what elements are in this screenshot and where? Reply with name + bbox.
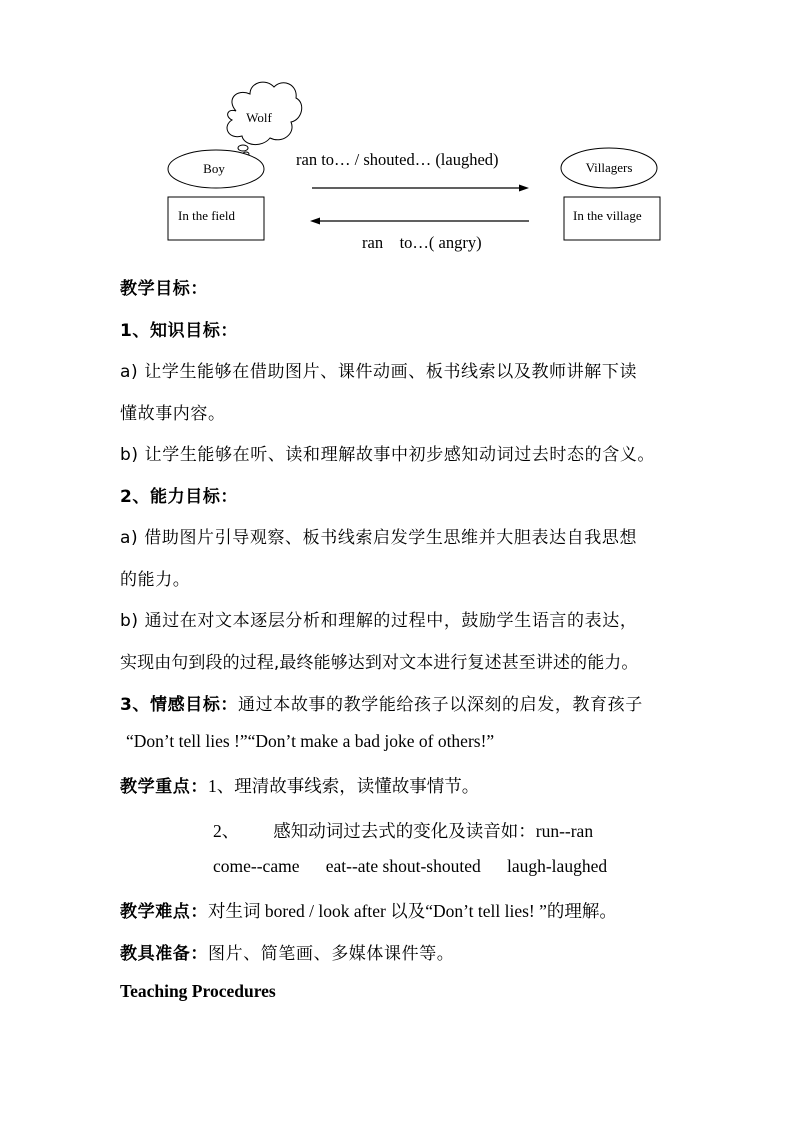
emotion-quote-line [126, 731, 494, 752]
ability-a-line2: 的能力。 [120, 570, 191, 590]
emotion-text: 通过本故事的教学能给孩子以深刻的启发，教育孩子 [238, 695, 643, 715]
knowledge-a-line2: 懂故事内容。 [120, 404, 226, 424]
knowledge-b: b) 让学生能够在听、读和理解故事中初步感知动词过去时态的含义。 [120, 445, 656, 465]
ability-a-line1: a) 借助图片引导观察、板书线索启发学生思维并大胆表达自我思想 [120, 528, 638, 548]
difficulty-line [120, 897, 617, 923]
ability-b-line1: b) 通过在对文本逐层分析和理解的过程中，鼓励学生语言的表达， [120, 611, 638, 631]
difficulty-heading: 教学难点： [120, 902, 208, 922]
ability-b-line2: 实现由句到段的过程,最终能够达到对文本进行复述甚至讲述的能力。 [120, 653, 639, 673]
boy-label: Boy [203, 161, 225, 176]
right-arrow [312, 185, 529, 192]
left-arrow [310, 218, 529, 225]
materials-text: 图片、简笔画、多媒体课件等。 [208, 944, 455, 964]
story-diagram-svg [0, 0, 794, 260]
villagers-label: Villagers [585, 160, 633, 175]
thought-cloud [227, 82, 302, 156]
knowledge-a-line1: a) 让学生能够在借助图片、课件动画、板书线索以及教师讲解下读 [120, 362, 638, 382]
field-label: In the field [178, 208, 236, 223]
emotion-line [120, 690, 643, 715]
procedures-heading [120, 981, 276, 1002]
procedures-heading-text: Teaching Procedures [120, 981, 276, 1001]
emotion-quote: “Don’t tell lies !”“Don’t make a bad joke of others!” [126, 731, 495, 751]
key-points-item2-num: 2、 [213, 821, 240, 841]
difficulty-text: 对生词 bored / look after 以及“Don’t tell lies! ”的理解。 [208, 901, 617, 921]
key-points-line [120, 772, 479, 798]
materials-line [120, 939, 454, 964]
key-points-examples-line [213, 856, 607, 877]
key-points-item2-text: 感知动词过去式的变化及读音如：run--ran [273, 821, 594, 841]
story-diagram [0, 0, 794, 260]
objectives-heading: 教学目标： [120, 279, 208, 299]
materials-heading: 教具准备： [120, 944, 208, 964]
emotion-heading: 3、情感目标： [120, 695, 239, 715]
cloud-label: Wolf [246, 110, 272, 125]
village-label: In the village [573, 208, 642, 223]
key-points-item2-line [213, 818, 593, 843]
arrow-top-label: ran to… / shouted… (laughed) [296, 150, 499, 169]
key-points-item1: 1、理清故事线索，读懂故事情节。 [208, 776, 480, 796]
arrow-bottom-label: ran to…( angry) [362, 233, 482, 252]
ability-heading: 2、能力目标： [120, 487, 239, 507]
key-points-examples: come--came eat--ate shout-shouted laugh-laughed [213, 856, 608, 876]
knowledge-heading: 1、知识目标： [120, 321, 239, 341]
key-points-heading: 教学重点： [120, 777, 208, 797]
